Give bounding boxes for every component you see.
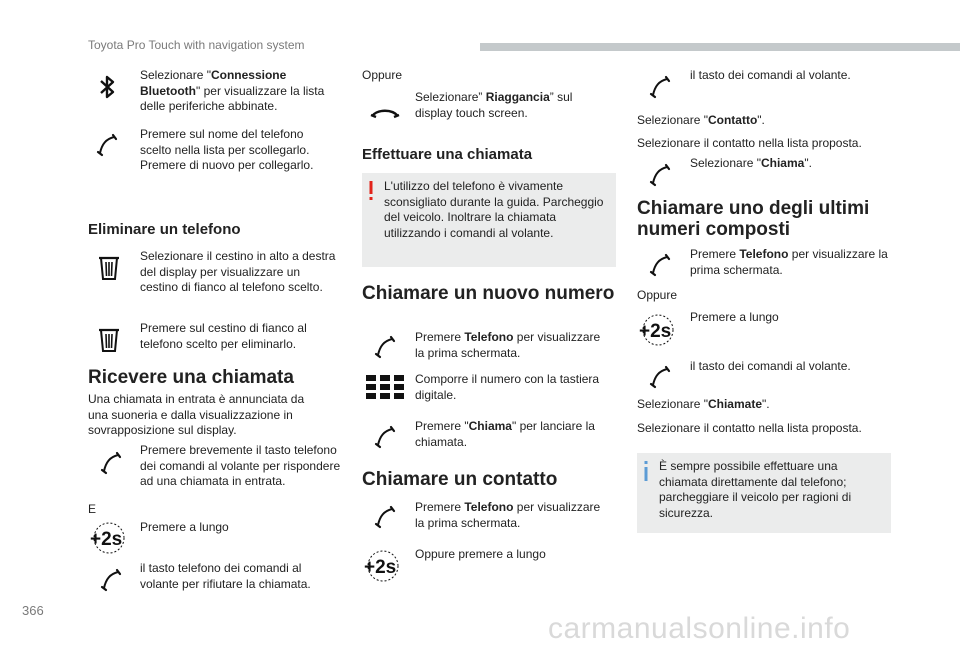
phone-handset-icon	[645, 72, 675, 102]
heading-new-number: Chiamare un nuovo numero	[362, 283, 615, 304]
and-label: E	[88, 502, 97, 516]
phone-handset-icon	[370, 332, 400, 362]
phone-handset-icon	[96, 565, 126, 595]
phone-handset-icon	[96, 448, 126, 478]
page-number: 366	[22, 603, 44, 618]
heading-contact: Chiamare un contatto	[362, 469, 558, 490]
select-calls: Selezionare "Chiamate".	[637, 397, 770, 411]
heading-recent-numbers: Chiamare uno degli ultimi numeri composti	[637, 198, 870, 240]
item-call: Premere "Chiama" per lanciare la chiamata.	[415, 419, 595, 449]
info-icon	[643, 461, 649, 481]
long-press-2s-icon	[637, 312, 677, 348]
item-disconnect: Premere sul nome del telefono scelto nella lista per scollegarlo. Premere di nuovo per collegarlo.	[140, 127, 314, 173]
item-trash-top: Selezionare il cestino in alto a destra del display per visualizzare un cestino di fianco al telefono scelto.	[140, 249, 336, 295]
item-reject: il tasto telefono dei comandi al volante per rifiutare la chiamata.	[140, 561, 311, 591]
item-steering-2: il tasto dei comandi al volante.	[690, 359, 851, 373]
phone-handset-icon	[645, 362, 675, 392]
svg-text:+2s: +2s	[639, 321, 672, 342]
heading-make-call: Effettuare una chiamata	[362, 146, 533, 163]
select-contact-list-2: Selezionare il contatto nella lista proposta.	[637, 421, 862, 435]
warning-note	[362, 173, 616, 267]
item-select-call: Selezionare "Chiama".	[690, 156, 812, 170]
trash-icon	[94, 325, 124, 355]
watermark: carmanualsonline.info	[548, 612, 851, 645]
header-bar	[480, 43, 960, 51]
info-text: È sempre possibile effettuare una chiamata direttamente dal telefono; parcheggiare il veicolo per ragioni di sicurezza.	[659, 459, 852, 520]
phone-handset-icon	[645, 160, 675, 190]
item-long-press-2: Premere a lungo	[690, 310, 779, 324]
item-trash-side: Premere sul cestino di fianco al telefono scelto per eliminarlo.	[140, 321, 307, 351]
item-bluetooth: Selezionare "Connessione Bluetooth" per visualizzare la lista delle periferiche abbinate.	[140, 68, 325, 114]
hangup-icon	[368, 100, 402, 124]
item-answer: Premere brevemente il tasto telefono dei comandi al volante per rispondere ad una chiamata in entrata.	[140, 443, 341, 489]
info-note	[637, 453, 891, 533]
phone-handset-icon	[370, 422, 400, 452]
item-phone-1: Premere Telefono per visualizzare la prima schermata.	[415, 330, 601, 360]
bluetooth-icon	[92, 72, 122, 102]
phone-handset-icon	[645, 250, 675, 280]
item-or-long: Oppure premere a lungo	[415, 547, 546, 561]
item-keypad: Comporre il numero con la tastiera digitale.	[415, 372, 600, 402]
svg-text:+2s: +2s	[90, 529, 123, 550]
receive-intro: Una chiamata in entrata è annunciata da una suoneria e dalla visualizzazione in sovrapposizione sul display.	[88, 392, 305, 438]
select-contact: Selezionare "Contatto".	[637, 113, 765, 127]
select-contact-list: Selezionare il contatto nella lista proposta.	[637, 136, 862, 150]
heading-delete-phone: Eliminare un telefono	[88, 221, 241, 238]
long-press-2s-icon	[88, 520, 128, 556]
long-press-2s-icon	[362, 548, 402, 584]
header-title: Toyota Pro Touch with navigation system	[88, 38, 305, 52]
item-phone-3: Premere Telefono per visualizzare la prima schermata.	[690, 247, 888, 277]
item-hangup: Selezionare” Riaggancia” sul display touch screen.	[415, 90, 573, 120]
warning-icon	[368, 181, 374, 201]
warning-text: L'utilizzo del telefono è vivamente sconsigliato durante la guida. Parcheggio del veicolo. Inoltrare la chiamata utilizzando i comandi al volante.	[384, 179, 604, 240]
item-phone-2: Premere Telefono per visualizzare la prima schermata.	[415, 500, 601, 530]
trash-icon	[94, 253, 124, 283]
item-long-press: Premere a lungo	[140, 520, 229, 534]
phone-handset-icon	[92, 130, 122, 160]
item-steering: il tasto dei comandi al volante.	[690, 68, 851, 82]
keypad-icon	[366, 375, 404, 405]
phone-handset-icon	[370, 502, 400, 532]
or-label: Oppure	[362, 68, 403, 82]
heading-receive-call: Ricevere una chiamata	[88, 367, 294, 388]
or-label-2: Oppure	[637, 288, 678, 302]
svg-text:+2s: +2s	[364, 557, 397, 578]
